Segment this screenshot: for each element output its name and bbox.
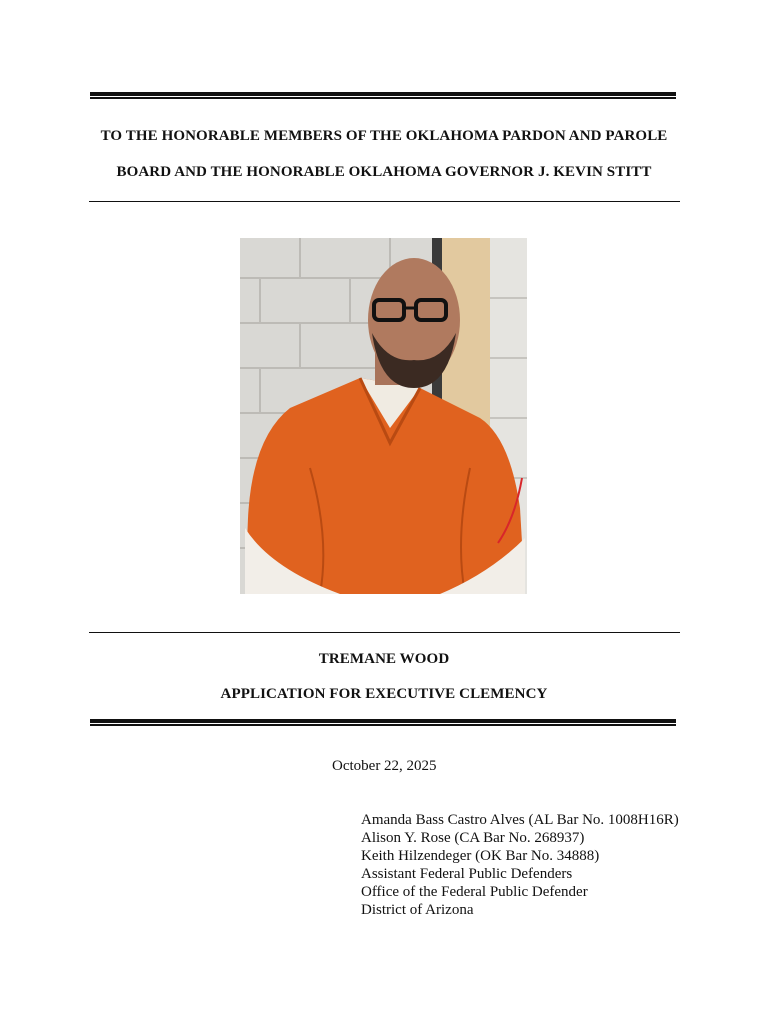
top-double-rule [90,92,676,99]
title-top-rule [89,632,680,633]
applicant-photo [240,238,527,594]
counsel-line: Office of the Federal Public Defender [361,884,588,900]
title-bottom-double-rule [90,719,676,726]
document-title: APPLICATION FOR EXECUTIVE CLEMENCY [220,686,548,702]
counsel-block [361,811,679,919]
counsel-line: District of Arizona [361,902,474,918]
counsel-line: Assistant Federal Public Defenders [361,866,573,882]
counsel-line: Alison Y. Rose (CA Bar No. 268937) [361,830,585,846]
applicant-name: TREMANE WOOD [318,651,450,667]
counsel-line: Amanda Bass Castro Alves (AL Bar No. 1008H16R) [361,812,679,828]
address-line-2: BOARD AND THE HONORABLE OKLAHOMA GOVERNOR J. KEVIN STITT [116,164,652,180]
filing-date: October 22, 2025 [332,758,437,774]
header-bottom-rule [89,201,680,202]
counsel-line: Keith Hilzendeger (OK Bar No. 34888) [361,848,600,864]
address-line-1: TO THE HONORABLE MEMBERS OF THE OKLAHOMA PARDON AND PAROLE [100,128,668,144]
